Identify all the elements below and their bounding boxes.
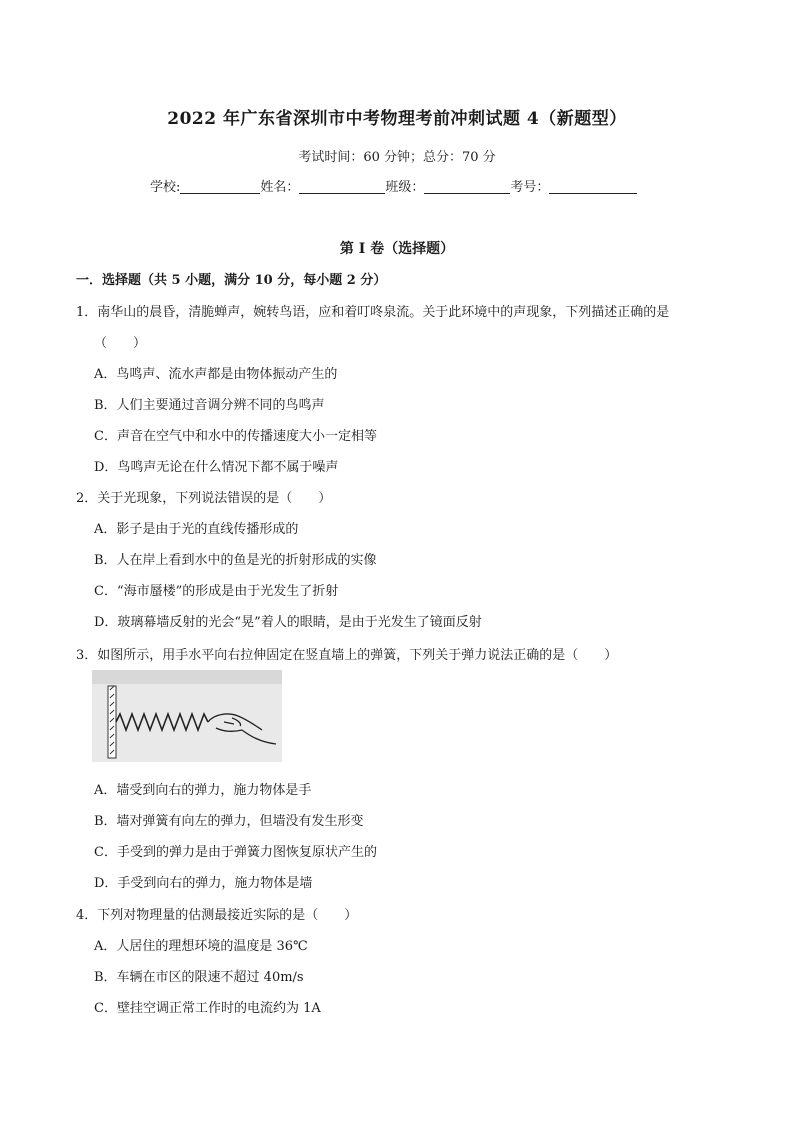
question-2-option-c: C．“海市蜃楼”的形成是由于光发生了折射 (94, 584, 339, 599)
question-3-option-b: B．墙对弹簧有向左的弹力，但墙没有发生形变 (94, 814, 364, 829)
name-blank (299, 179, 385, 194)
school-label: 学校: (150, 180, 181, 195)
question-2-option-a: A．影子是由于光的直线传播形成的 (94, 522, 299, 537)
exam-number-label: 考号： (510, 180, 550, 195)
question-1-option-b: B．人们主要通过音调分辨不同的鸟鸣声 (94, 398, 325, 413)
class-label: 班级： (385, 180, 425, 195)
name-label: 姓名： (260, 180, 300, 195)
question-3-option-d: D．手受到向右的弹力，施力物体是墙 (94, 876, 313, 891)
section-title: 第 I 卷（选择题） (339, 241, 455, 257)
part-heading: 一．选择题（共 5 小题，满分 10 分，每小题 2 分） (76, 273, 387, 288)
question-3-option-c: C．手受到的弹力是由于弹簧力图恢复原状产生的 (94, 845, 377, 860)
exam-number-blank (549, 179, 637, 194)
question-2-option-b: B．人在岸上看到水中的鱼是光的折射形成的实像 (94, 553, 377, 568)
question-3-option-a: A．墙受到向右的弹力，施力物体是手 (94, 783, 312, 798)
question-1-option-d: D．鸟鸣声无论在什么情况下都不属于噪声 (94, 460, 339, 475)
exam-title: 2022 年广东省深圳市中考物理考前冲刺试题 4（新题型） (167, 109, 627, 129)
question-4-option-b: B．车辆在市区的限速不超过 40m/s (94, 970, 304, 985)
question-1-option-a: A．鸟鸣声、流水声都是由物体振动产生的 (94, 367, 338, 382)
class-blank (424, 179, 510, 194)
question-1-option-c: C．声音在空气中和水中的传播速度大小一定相等 (94, 429, 377, 444)
question-4-option-a: A．人居住的理想环境的温度是 36℃ (94, 939, 308, 954)
question-4-option-c: C．壁挂空调正常工作时的电流约为 1A (94, 1001, 321, 1016)
question-3-stem: 3．如图所示，用手水平向右拉伸固定在竖直墙上的弹簧，下列关于弹力说法正确的是（ ） (76, 648, 618, 663)
spring-wall-hand-figure (92, 670, 282, 762)
exam-time-score: 考试时间：60 分钟；总分：70 分 (298, 150, 496, 165)
question-1-stem: 1．南华山的晨昏，清脆蝉声，婉转鸟语，应和着叮咚泉流。关于此环境中的声现象，下列描述正确的是 (76, 305, 670, 320)
school-blank (180, 179, 260, 194)
student-info-row (150, 176, 637, 195)
question-1-bracket: （ ） (94, 336, 147, 351)
question-2-option-d: D．玻璃幕墙反射的光会“晃”着人的眼睛，是由于光发生了镜面反射 (94, 615, 482, 630)
question-4-stem: 4．下列对物理量的估测最接近实际的是（ ） (76, 908, 358, 923)
question-2-stem: 2．关于光现象，下列说法错误的是（ ） (76, 491, 332, 506)
